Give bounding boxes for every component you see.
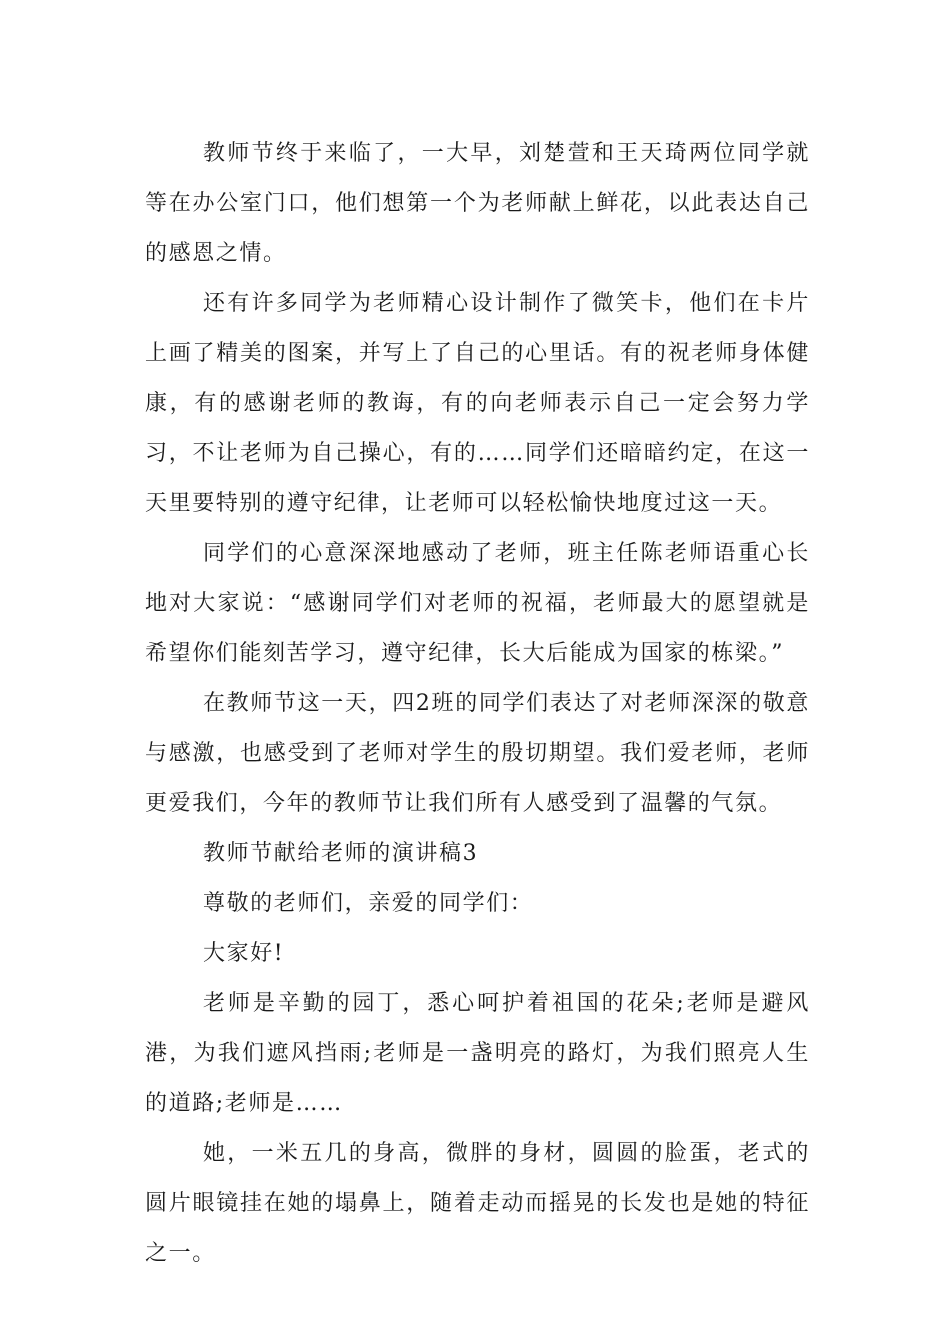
greeting: 大家好! [203, 941, 285, 966]
paragraph: 还有许多同学为老师精心设计制作了微笑卡，他们在卡片上画了精美的图案，并写上了自己的心里话。有的祝老师身体健康，有的感谢老师的教诲，有的向老师表示自己一定会努力学习，不让老师为自己操心，有的……同学们还暗暗约定，在这一天里要特别的遵守纪律，让老师可以轻松愉快地度过这一天。 [145, 291, 810, 516]
paragraph: 她，一米五几的身高，微胖的身材，圆圆的脸蛋，老式的圆片眼镜挂在她的塌鼻上，随着走动而摇晃的长发也是她的特征之一。 [145, 1141, 810, 1266]
paragraph: 老师是辛勤的园丁，悉心呵护着祖国的花朵;老师是避风港，为我们遮风挡雨;老师是一盏明亮的路灯，为我们照亮人生的道路;老师是…… [145, 991, 810, 1116]
paragraph: 同学们的心意深深地感动了老师，班主任陈老师语重心长地对大家说：“感谢同学们对老师的祝福，老师最大的愿望就是希望你们能刻苦学习，遵守纪律，长大后能成为国家的栋梁。” [145, 541, 810, 666]
salutation: 尊敬的老师们，亲爱的同学们： [203, 891, 534, 916]
section-heading: 教师节献给老师的演讲稿3 [203, 841, 479, 866]
paragraph: 教师节终于来临了，一大早，刘楚萱和王天琦两位同学就等在办公室门口，他们想第一个为老师献上鲜花，以此表达自己的感恩之情。 [145, 141, 810, 266]
document-body [145, 129, 810, 1279]
paragraph: 在教师节这一天，四2班的同学们表达了对老师深深的敬意与感激，也感受到了老师对学生的殷切期望。我们爱老师，老师更爱我们，今年的教师节让我们所有人感受到了温馨的气氛。 [145, 691, 810, 816]
